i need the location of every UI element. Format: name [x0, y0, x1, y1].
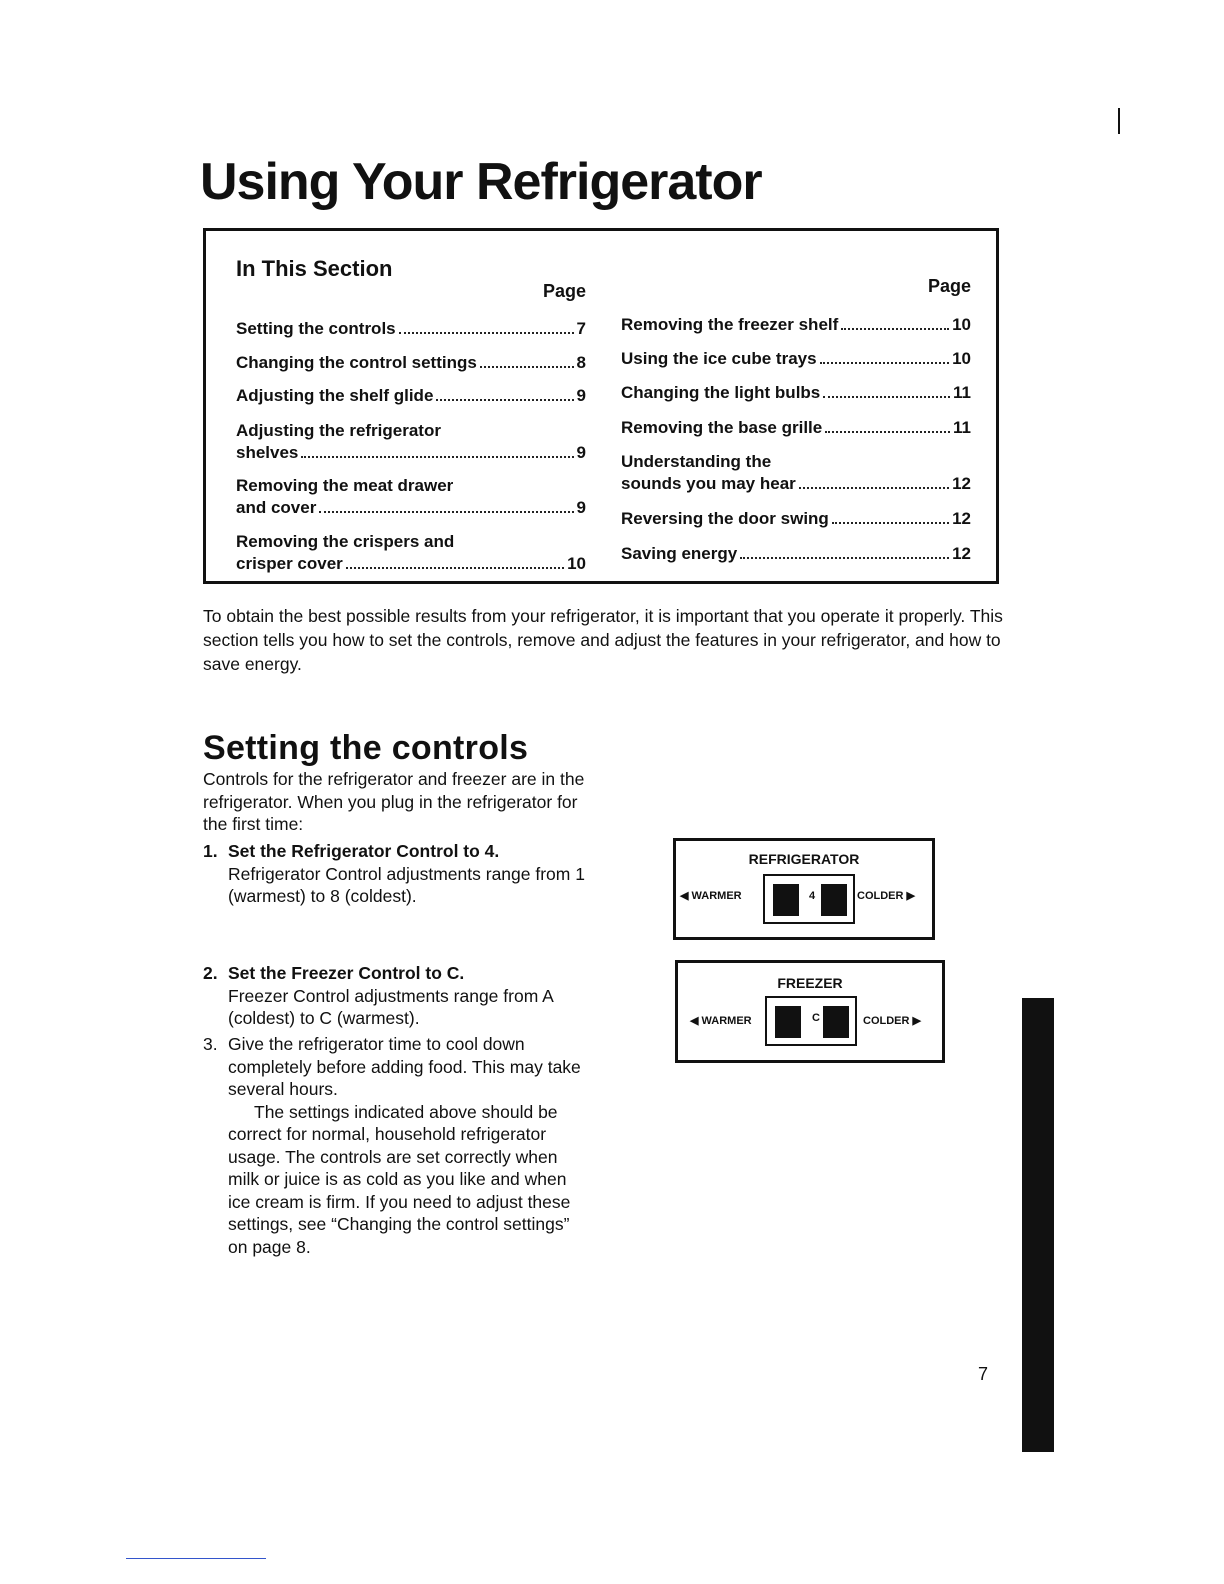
step-heading: Set the Refrigerator Control to 4. — [228, 841, 500, 861]
warmer-label: ◀ WARMER — [680, 890, 742, 902]
toc-leader-dots — [301, 456, 573, 458]
toc-entry-title: Removing the base grille — [621, 418, 823, 437]
toc-entry-title: crisper cover — [236, 554, 343, 573]
toc-leader-dots — [319, 511, 573, 513]
toc-leader-dots — [740, 557, 949, 559]
toc-leader-dots — [399, 332, 574, 334]
toc-entry-page: 11 — [953, 383, 971, 402]
step-2 — [203, 962, 593, 1032]
margin-mark — [1118, 108, 1120, 134]
dial-block-right — [821, 884, 847, 916]
colder-label: COLDER ▶ — [863, 1015, 921, 1027]
toc-entry-title: Changing the light bulbs — [621, 383, 821, 402]
panel-label: REFRIGERATOR — [748, 851, 860, 867]
toc-entry-page: 9 — [576, 443, 586, 462]
toc-entry-page: 9 — [576, 498, 586, 517]
page-title: Using Your Refrigerator — [200, 153, 762, 211]
step-heading: Set the Freezer Control to C. — [228, 963, 465, 983]
step-text: Refrigerator Control adjustments range from 1 (warmest) to 8 (coldest). — [228, 863, 585, 906]
toc-entry[interactable] — [621, 314, 971, 336]
warmer-label: ◀ WARMER — [690, 1015, 752, 1027]
toc-entry-page: 9 — [576, 386, 586, 405]
toc-leader-dots — [820, 362, 950, 364]
toc-entry[interactable] — [236, 420, 586, 464]
freezer-dial[interactable] — [765, 996, 857, 1046]
toc-entry-title: and cover — [236, 498, 317, 517]
toc-entry[interactable] — [236, 385, 586, 407]
toc-entry-title: shelves — [236, 443, 299, 462]
dial-block-right — [823, 1006, 849, 1038]
toc-entry-page: 10 — [952, 349, 971, 368]
toc-leader-dots — [825, 431, 950, 433]
toc-leader-dots — [346, 567, 564, 569]
toc-entry-title: Adjusting the refrigerator — [236, 421, 441, 440]
toc-entry[interactable] — [236, 475, 586, 519]
step-text: Give the refrigerator time to cool down completely before adding food. This may take several hours. — [228, 1034, 581, 1099]
toc-leader-dots — [841, 328, 949, 330]
step-3 — [203, 1033, 593, 1263]
toc-entry-page: 10 — [952, 315, 971, 334]
toc-leader-dots — [480, 366, 574, 368]
toc-entry-title: Adjusting the shelf glide — [236, 386, 434, 405]
toc-entry-title: Removing the crispers and — [236, 532, 455, 551]
step-number: 2. — [203, 963, 218, 983]
toc-entry-title: Using the ice cube trays — [621, 349, 817, 368]
toc-entry[interactable] — [621, 508, 971, 530]
toc-entry[interactable] — [621, 543, 971, 565]
intro-paragraph: To obtain the best possible results from your refrigerator, it is important that you operate it properly. This section tells you how to set the controls, remove and adjust the features in your refrigerator, and how to save energy. — [203, 606, 1003, 674]
page-number: 7 — [978, 1364, 989, 1384]
toc-page-label-right: Page — [927, 276, 971, 296]
dial-value: C — [812, 1012, 820, 1024]
toc-entry[interactable] — [621, 348, 971, 370]
toc-entry-page: 8 — [576, 353, 586, 372]
toc-leader-dots — [823, 396, 950, 398]
toc-entry-page: 7 — [576, 319, 586, 338]
refrigerator-dial[interactable] — [763, 874, 855, 924]
dial-block-left — [773, 884, 799, 916]
toc-entry-page: 12 — [952, 544, 971, 563]
toc-entry-title: Understanding the — [621, 452, 772, 471]
step-1 — [203, 840, 593, 910]
toc-entry[interactable] — [621, 382, 971, 404]
section-tab-bar — [1022, 998, 1054, 1452]
toc-entry[interactable] — [236, 531, 586, 575]
toc-entry-title: Setting the controls — [236, 319, 396, 338]
toc-entry-title: Saving energy — [621, 544, 738, 563]
dial-value: 4 — [809, 890, 816, 902]
toc-entry[interactable] — [621, 417, 971, 439]
toc-entry-title: Changing the control settings — [236, 353, 477, 372]
freezer-control-panel — [675, 960, 945, 1063]
toc-entry-title: Reversing the door swing — [621, 509, 829, 528]
step-extra-text: The settings indicated above should be correct for normal, household refrigerator usage. The controls are set correctly when milk or juice is as cold as you like and when ice cream is firm. If you need to adjust these settings, see “Changing the control settings” on page 8. — [228, 1101, 571, 1257]
toc-entry[interactable] — [236, 352, 586, 374]
step-number: 1. — [203, 841, 218, 861]
panel-label: FREEZER — [777, 975, 843, 991]
toc-box — [203, 228, 999, 584]
toc-entry-title: sounds you may hear — [621, 474, 796, 493]
toc-leader-dots — [832, 522, 949, 524]
toc-entry[interactable] — [236, 318, 586, 340]
toc-entry-page: 12 — [952, 474, 971, 493]
section-title: Setting the controls — [203, 729, 529, 767]
refrigerator-control-panel — [673, 838, 935, 940]
step-text: Freezer Control adjustments range from A (coldest) to C (warmest). — [228, 985, 553, 1028]
step-number: 3. — [203, 1034, 218, 1054]
toc-left-column — [236, 281, 586, 573]
toc-heading: In This Section — [236, 256, 393, 281]
toc-page-label-left: Page — [542, 281, 586, 301]
toc-right-column — [621, 276, 971, 563]
toc-entry-page: 12 — [952, 509, 971, 528]
toc-leader-dots — [799, 487, 949, 489]
toc-entry[interactable] — [621, 451, 971, 495]
toc-entry-title: Removing the freezer shelf — [621, 315, 839, 334]
toc-entry-title: Removing the meat drawer — [236, 476, 454, 495]
footer-rule — [126, 1558, 266, 1559]
toc-leader-dots — [436, 399, 573, 401]
toc-entry-page: 11 — [953, 418, 971, 437]
toc-entry-page: 10 — [567, 554, 586, 573]
colder-label: COLDER ▶ — [857, 890, 915, 902]
dial-block-left — [775, 1006, 801, 1038]
lead-paragraph: Controls for the refrigerator and freezer are in the refrigerator. When you plug in the refrigerator for the first time: — [203, 769, 585, 834]
